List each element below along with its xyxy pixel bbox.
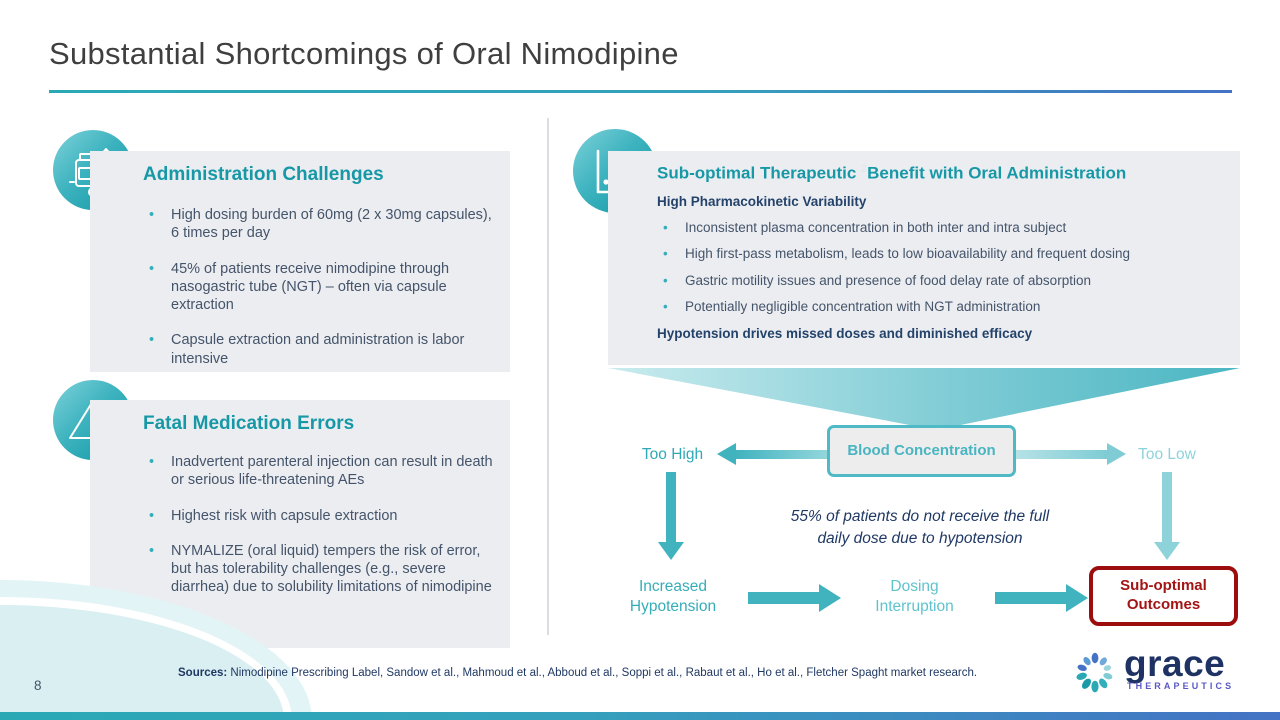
list-item [657,298,1232,316]
bullet-text: Capsule extraction and administration is labor intensive [171,332,465,367]
callout-line: daily dose due to hypotension [817,529,1023,547]
section-heading [657,163,1232,184]
bullet-dot: • [663,246,668,262]
conclusion-text: Hypotension drives missed doses and diminished efficacy [657,325,1033,341]
arrow-down-icon [1162,472,1172,542]
bullet-text: Gastric motility issues and presence of food delay rate of absorption [685,272,1091,288]
funnel-arrow [608,368,1240,432]
column-divider [547,118,549,635]
bullet-dot: • [663,272,668,288]
bullet-text: Highest risk with capsule extraction [171,507,398,524]
title-underline [49,90,1232,93]
arrow-right-icon [995,592,1066,604]
grace-therapeutics-logo [1072,643,1235,695]
logo-subtitle: THERAPEUTICS [1127,681,1235,692]
list-item [143,507,494,525]
bullet-text: High dosing burden of 60mg (2 x 30mg capsules), 6 times per day [171,207,492,242]
list-item [143,331,494,368]
suboptimal-benefit-panel [608,151,1240,365]
heading-text: Sub-optimal Therapeutic [657,163,862,183]
list-item [143,453,494,490]
too-high-label: Too High [641,446,704,463]
bullet-dot: • [149,260,155,277]
bullet-text: NYMALIZE (oral liquid) tempers the risk of error, but has tolerability challenges (e.g., severe diarrhea) due to solubility limitations of nimodipine [171,542,492,596]
suboptimal-outcomes-box: Sub-optimal Outcomes [1089,566,1238,626]
too-low-label: Too Low [1138,446,1196,463]
bullet-dot: • [149,542,155,559]
sources-line [178,667,977,679]
list-item [657,272,1232,290]
arrow-left-icon [736,450,827,459]
bullet-text: High first-pass metabolism, leads to low bioavailability and frequent dosing [685,246,1130,262]
section-heading: Administration Challenges [143,164,384,185]
arrow-down-icon [1154,542,1180,560]
list-item [657,219,1232,237]
sources-text: Nimodipine Prescribing Label, Sandow et al., Mahmoud et al., Abboud et al., Soppi et al., Rabaut et al., Ho et al., Fletcher Spaght market research. [227,667,978,679]
page-title: Substantial Shortcomings of Oral Nimodipine [49,36,679,71]
list-item [143,260,494,315]
arrow-right-icon [748,592,819,604]
arrow-down-icon [658,542,684,560]
logo-wordmark: grace [1124,643,1226,684]
arrow-right-icon [819,584,841,612]
section-heading: Fatal Medication Errors [143,413,355,434]
administration-challenges-panel [90,151,510,372]
arrow-right-icon [1107,443,1126,465]
list-item [143,542,494,597]
callout-line: 55% of patients do not receive the full [790,508,1050,525]
dosing-interruption-label: Dosing Interruption [875,578,954,616]
blood-concentration-box: Blood Concentration [827,425,1016,477]
bullet-dot: • [663,299,668,315]
hypotension-stat-callout [770,506,1070,549]
arrow-down-icon [666,472,676,542]
bullet-dot: • [663,219,668,235]
increased-hypotension-label: Increased Hypotension [629,578,717,616]
page-number: 8 [34,678,42,693]
bullet-dot: • [149,454,155,470]
bullet-dot: • [149,507,155,524]
bottom-gradient-bar [0,712,1280,720]
heading-text: Benefit with Oral Administration [867,163,1127,183]
bullet-text: Inadvertent parenteral injection can result in death or serious life-threatening AEs [171,454,493,489]
subheading: High Pharmacokinetic Variability [657,193,867,209]
sources-label: Sources: [178,667,228,679]
bullet-text: Inconsistent plasma concentration in both inter and intra subject [685,219,1067,235]
starburst-icon [1072,649,1118,695]
bullet-text: 45% of patients receive nimodipine through nasogastric tube (NGT) – often via capsule extraction [171,260,450,314]
bullet-dot: • [149,332,155,349]
footnote-marker: 2 [861,163,868,175]
arrow-right-icon [1016,450,1107,459]
arrow-right-icon [1066,584,1088,612]
list-item [143,206,494,243]
bullet-dot: • [149,207,155,223]
list-item [657,245,1232,263]
bullet-text: Potentially negligible concentration with NGT administration [685,299,1041,315]
